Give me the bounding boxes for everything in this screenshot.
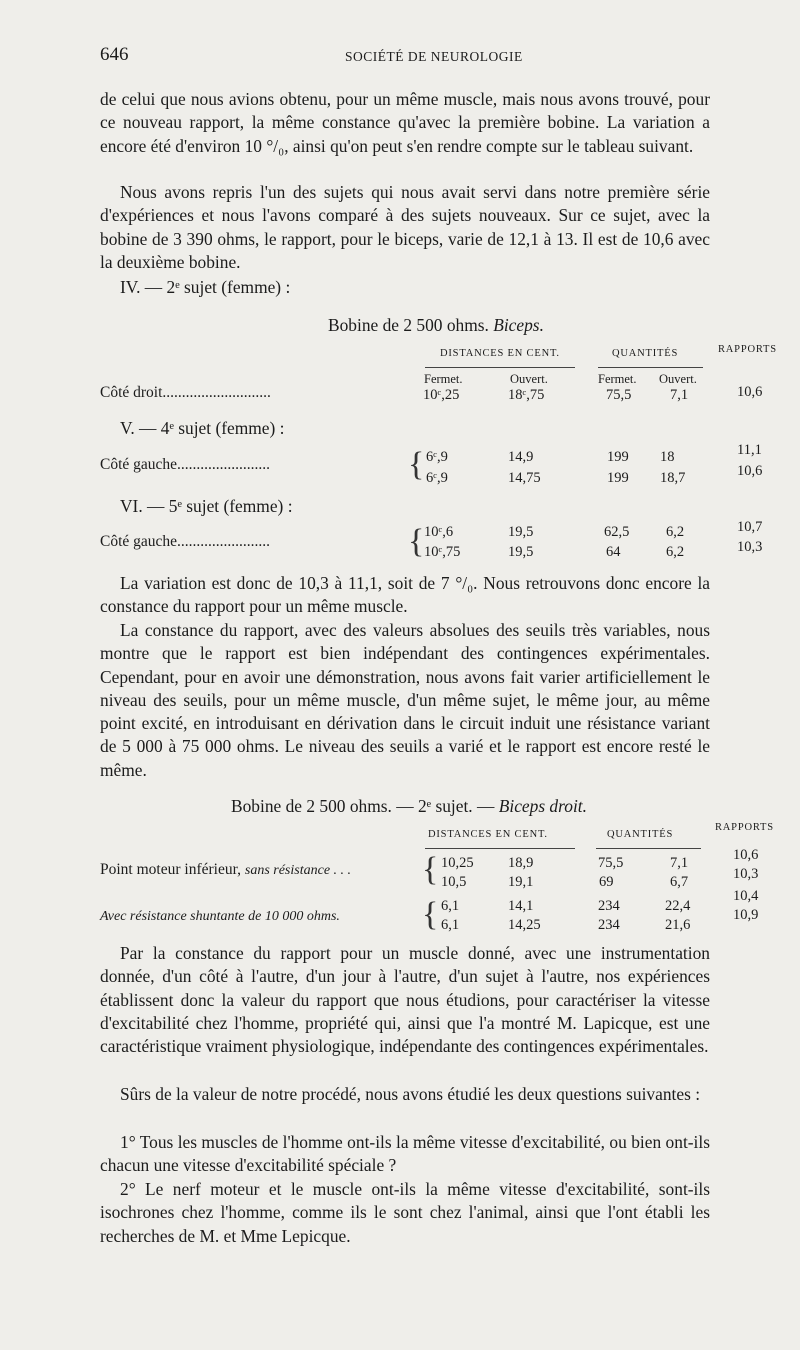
col-rapports-header: RAPPORTS: [718, 344, 777, 355]
cell: 64: [606, 544, 621, 560]
cell: 10,4: [733, 888, 759, 904]
cell: 6,7: [670, 874, 689, 890]
cell: 18: [660, 449, 675, 465]
cell: 10,3: [733, 866, 759, 882]
table-2-caption: Bobine de 2 500 ohms. — 2ᵉ sujet. — Biceps droit.: [231, 796, 587, 816]
cell: 19,5: [508, 544, 534, 560]
cell: 18ᶜ,75: [508, 387, 545, 403]
quantites-brace-line: [598, 367, 703, 368]
cell: 234: [598, 917, 620, 933]
cell: 6ᶜ,9: [426, 470, 448, 486]
col-rapports-header: RAPPORTS: [715, 822, 774, 833]
page-header: [100, 44, 710, 74]
sub-ouvert-1: Ouvert.: [510, 372, 548, 386]
question-1: 1° Tous les muscles de l'homme ont-ils la même vitesse d'excitabilité, ou bien ont-ils chacun une vitesse d'excitabilité spéciale ?: [100, 1132, 710, 1176]
cell: 10,9: [733, 907, 759, 923]
distances-brace-line: [425, 367, 575, 368]
cell: 19,5: [508, 524, 534, 540]
cell: 10,5: [441, 874, 467, 890]
cell: 14,1: [508, 898, 534, 914]
table-1-caption: Bobine de 2 500 ohms. Biceps.: [328, 315, 544, 335]
cell: 10ᶜ,6: [424, 524, 454, 540]
paragraph-2: Nous avons repris l'un des sujets qui nous avait servi dans notre première série d'expériences et nous l'avons comparé à des sujets nouveaux. Sur ce sujet, avec la bobine de 3 390 ohms, le rapport, pour le biceps, varie de 12,1 à 13. Il est de 10,6 avec la deuxième bobine.: [100, 182, 710, 272]
paragraph-3: La variation est donc de 10,3 à 11,1, soit de 7 °/₀. Nous retrouvons donc encore la constance du rapport pour un même muscle.: [100, 573, 710, 617]
cell: 199: [607, 470, 629, 486]
cell: 6ᶜ,9: [426, 449, 448, 465]
left-brace: {: [422, 896, 439, 933]
cell: 10ᶜ,25: [423, 387, 460, 403]
paragraph-6: Sûrs de la valeur de notre procédé, nous avons étudié les deux questions suivantes :: [120, 1084, 701, 1104]
left-brace: {: [422, 851, 439, 888]
quantites-brace-line: [596, 848, 701, 849]
cell: 14,75: [508, 470, 541, 486]
paragraph-4: La constance du rapport, avec des valeurs absolues des seuils très variables, nous montre que le rapport est bien indépendant des contingences expérimentales. Cependant, pour en avoir une démonstration, nous avons fait varier artificiellement le niveau des seuils, pour un même muscle, d'un même sujet, le même jour, au même point excité, en introduisant en dérivation dans le circuit induit une résistance variant de 5 000 à 75 000 ohms. Le niveau des seuils a varié et le rapport est encore resté le même.: [100, 620, 710, 780]
cell: 7,1: [670, 387, 689, 403]
row-label: Côté gauche........................: [100, 533, 271, 550]
section-iv-heading: IV. — 2ᵉ sujet (femme) :: [120, 277, 291, 297]
cell: 14,25: [508, 917, 541, 933]
cell: 6,1: [441, 898, 460, 914]
row-label: Côté droit............................: [100, 384, 271, 401]
cell: 21,6: [665, 917, 691, 933]
cell: 6,2: [666, 524, 685, 540]
cell: 22,4: [665, 898, 691, 914]
cell: 18,9: [508, 855, 534, 871]
cell: 10,6: [737, 463, 763, 479]
cell: 10,6: [733, 847, 759, 863]
section-vi-heading: VI. — 5ᵉ sujet (femme) :: [120, 496, 293, 516]
cell: 6,2: [666, 544, 685, 560]
cell: 75,5: [598, 855, 624, 871]
cell: 6,1: [441, 917, 460, 933]
cell: 19,1: [508, 874, 534, 890]
cell: 69: [599, 874, 614, 890]
left-brace: {: [408, 523, 425, 560]
cell: 234: [598, 898, 620, 914]
question-2: 2° Le nerf moteur et le muscle ont-ils la même vitesse d'excitabilité, sont-ils isochrones chez l'homme, comme ils le sont chez l'animal, ainsi que l'ont établi les recherches de M. et Mme Lepicque.: [100, 1179, 710, 1246]
cell: 10,7: [737, 519, 763, 535]
cell: 199: [607, 449, 629, 465]
cell: 10ᶜ,75: [424, 544, 461, 560]
cell: 18,7: [660, 470, 686, 486]
cell: 14,9: [508, 449, 534, 465]
row-label: Côté gauche........................: [100, 456, 271, 473]
running-title: SOCIÉTÉ DE NEUROLOGIE: [345, 49, 523, 64]
cell: 10,3: [737, 539, 763, 555]
cell: 10,25: [441, 855, 474, 871]
row-label: Point moteur inférieur, sans résistance . . .: [100, 861, 352, 878]
sub-fermet-1: Fermet.: [424, 372, 463, 386]
left-brace: {: [408, 446, 425, 483]
section-v-heading: V. — 4ᵉ sujet (femme) :: [120, 418, 285, 438]
sub-ouvert-2: Ouvert.: [659, 372, 697, 386]
distances-brace-line: [425, 848, 575, 849]
col-quantites-header: QUANTITÉS: [612, 348, 679, 359]
intro-paragraph: de celui que nous avions obtenu, pour un même muscle, mais nous avons trouvé, pour ce nouveau rapport, la même constance qu'avec la première bobine. La variation a encore été d'environ 10 °/₀, ainsi qu'on peut s'en rendre compte sur le tableau suivant.: [100, 89, 710, 156]
cell: 75,5: [606, 387, 632, 403]
row-label: Avec résistance shuntante de 10 000 ohms.: [100, 909, 340, 924]
col-distances-header: DISTANCES EN CENT.: [440, 348, 560, 359]
cell: 11,1: [737, 442, 762, 458]
page-number: 646: [100, 44, 129, 65]
cell: 7,1: [670, 855, 689, 871]
cell: 62,5: [604, 524, 630, 540]
sub-fermet-2: Fermet.: [598, 372, 637, 386]
col-quantites-header: QUANTITÉS: [607, 829, 674, 840]
paragraph-5: Par la constance du rapport pour un muscle donné, avec une instrumentation donnée, d'un côté à l'autre, d'un jour à l'autre, d'un sujet à l'autre, nos expériences établissent donc la valeur du rapport que nous étudions, pour caractériser la vitesse d'excitabilité chez l'homme, propriété qui, ainsi que l'a montré M. Lapicque, est une caractéristique vraiment physiologique, indépendante des contingences expérimentales.: [100, 943, 710, 1057]
col-distances-header: DISTANCES EN CENT.: [428, 829, 548, 840]
cell: 10,6: [737, 384, 763, 400]
